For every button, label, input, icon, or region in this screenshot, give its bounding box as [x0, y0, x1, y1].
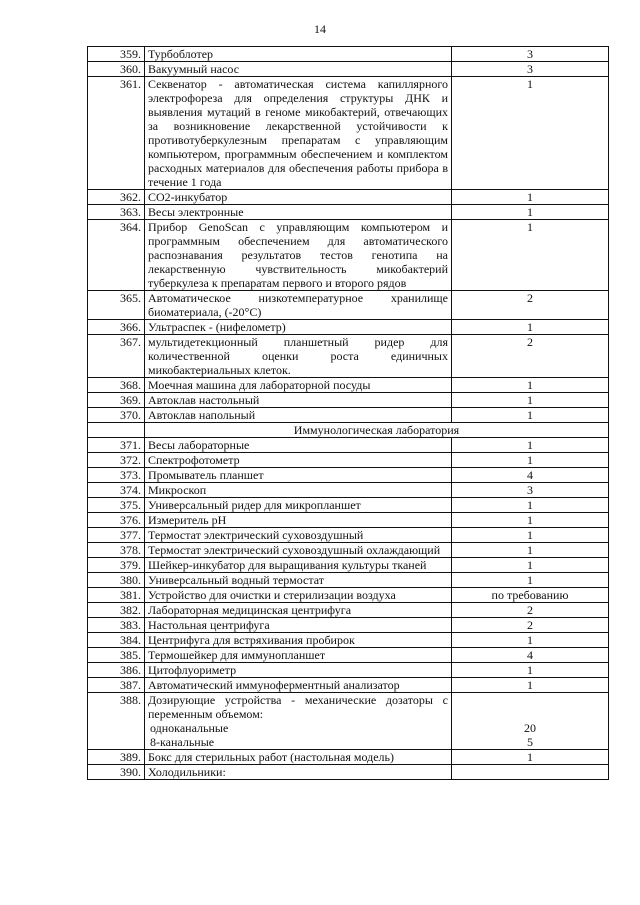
table-row	[88, 603, 609, 618]
item-quantity: 1	[452, 205, 609, 220]
row-number: 366.	[88, 320, 145, 335]
table-row	[88, 678, 609, 693]
dosing-block	[88, 693, 609, 750]
row-number: 377.	[88, 528, 145, 543]
row-number: 363.	[88, 205, 145, 220]
table-row	[88, 220, 609, 291]
table-row	[88, 765, 609, 780]
item-subtype-multi: 8-канальные	[150, 735, 215, 749]
table-body-end	[88, 750, 609, 780]
item-name	[145, 693, 452, 750]
item-quantity: 2	[452, 291, 609, 320]
table-row	[88, 498, 609, 513]
item-quantity: 1	[452, 543, 609, 558]
item-name: Турбоблотер	[145, 47, 452, 62]
table-row	[88, 693, 609, 750]
table-row	[88, 378, 609, 393]
item-name: Ультраспек - (нифелометр)	[145, 320, 452, 335]
item-quantity: 3	[452, 47, 609, 62]
row-number: 374.	[88, 483, 145, 498]
table-row	[88, 483, 609, 498]
item-name: Центрифуга для встряхивания пробирок	[145, 633, 452, 648]
item-name: Настольная центрифуга	[145, 618, 452, 633]
table-row	[88, 291, 609, 320]
page-number: 14	[314, 22, 326, 36]
row-number: 380.	[88, 573, 145, 588]
item-name: Микроскоп	[145, 483, 452, 498]
section-block	[88, 423, 609, 438]
item-quantity: 2	[452, 618, 609, 633]
quantity-single: 20	[524, 721, 536, 735]
row-number: 390.	[88, 765, 145, 780]
row-number: 388.	[88, 693, 145, 750]
row-number: 369.	[88, 393, 145, 408]
item-quantity: 1	[452, 573, 609, 588]
item-name: Термошейкер для иммунопланшет	[145, 648, 452, 663]
table-row	[88, 543, 609, 558]
item-name: Термостат электрический суховоздушный охлаждающий	[145, 543, 452, 558]
item-name: Промыватель планшет	[145, 468, 452, 483]
table-body-lower	[88, 438, 609, 693]
item-name: Весы электронные	[145, 205, 452, 220]
item-name: Цитофлуориметр	[145, 663, 452, 678]
item-name: Универсальный водный термостат	[145, 573, 452, 588]
item-quantity: 2	[452, 603, 609, 618]
row-number: 359.	[88, 47, 145, 62]
table-row	[88, 453, 609, 468]
row-number: 383.	[88, 618, 145, 633]
item-quantity: 1	[452, 528, 609, 543]
table-row	[88, 77, 609, 190]
item-name: Вакуумный насос	[145, 62, 452, 77]
row-number: 361.	[88, 77, 145, 190]
table-row	[88, 438, 609, 453]
row-number: 384.	[88, 633, 145, 648]
row-number: 385.	[88, 648, 145, 663]
row-number: 373.	[88, 468, 145, 483]
row-number: 372.	[88, 453, 145, 468]
item-quantity: 1	[452, 320, 609, 335]
table-row	[88, 408, 609, 423]
section-heading: Иммунологическая лаборатория	[145, 423, 609, 438]
item-name: Прибор GenoScan с управляющим компьютером и программным обеспечением для автоматического распознавания результатов тестов генотипа на лекарственную чувствительность микобактерий туберкулеза к препаратам первого и второго рядов	[145, 220, 452, 291]
table-row	[88, 663, 609, 678]
table-row	[88, 335, 609, 378]
row-number: 378.	[88, 543, 145, 558]
item-quantity: 3	[452, 62, 609, 77]
row-number: 360.	[88, 62, 145, 77]
row-number: 389.	[88, 750, 145, 765]
item-name: Устройство для очистки и стерилизации воздуха	[145, 588, 452, 603]
item-quantity: 1	[452, 498, 609, 513]
table-row	[88, 47, 609, 62]
table-row	[88, 62, 609, 77]
row-number: 365.	[88, 291, 145, 320]
table-row	[88, 750, 609, 765]
item-name: Бокс для стерильных работ (настольная модель)	[145, 750, 452, 765]
table-row	[88, 528, 609, 543]
section-row	[88, 423, 609, 438]
row-number: 371.	[88, 438, 145, 453]
item-name: Автоматическое низкотемпературное хранилище биоматериала, (-20°С)	[145, 291, 452, 320]
item-name: Холодильники:	[145, 765, 452, 780]
item-name: Автоклав напольный	[145, 408, 452, 423]
row-number: 362.	[88, 190, 145, 205]
table-row	[88, 468, 609, 483]
row-number: 376.	[88, 513, 145, 528]
item-subtype-single: одноканальные	[150, 721, 229, 735]
item-quantity: 1	[452, 438, 609, 453]
item-quantity: 1	[452, 678, 609, 693]
item-name: Моечная машина для лабораторной посуды	[145, 378, 452, 393]
table-row	[88, 320, 609, 335]
item-name-main: Дозирующие устройства - механические дозаторы с переменным объемом:	[148, 693, 448, 721]
table-row	[88, 588, 609, 603]
table-body-upper	[88, 47, 609, 423]
item-quantity: 4	[452, 648, 609, 663]
item-quantity: 2	[452, 335, 609, 378]
item-quantity: 1	[452, 190, 609, 205]
row-number: 379.	[88, 558, 145, 573]
row-number: 375.	[88, 498, 145, 513]
item-quantity: 1	[452, 663, 609, 678]
item-name: Шейкер-инкубатор для выращивания культуры тканей	[145, 558, 452, 573]
table-row	[88, 393, 609, 408]
item-quantity: 1	[452, 220, 609, 291]
table-row	[88, 190, 609, 205]
row-number: 387.	[88, 678, 145, 693]
table-row	[88, 573, 609, 588]
row-number: 364.	[88, 220, 145, 291]
equipment-table	[87, 46, 609, 780]
item-quantity: 1	[452, 77, 609, 190]
item-name: Автоклав настольный	[145, 393, 452, 408]
row-number: 386.	[88, 663, 145, 678]
row-number: 382.	[88, 603, 145, 618]
item-quantity: 3	[452, 483, 609, 498]
item-name: Весы лабораторные	[145, 438, 452, 453]
table-row	[88, 648, 609, 663]
item-quantity: 1	[452, 633, 609, 648]
row-number: 368.	[88, 378, 145, 393]
table-row	[88, 633, 609, 648]
item-quantity: 1	[452, 393, 609, 408]
item-quantity: 1	[452, 378, 609, 393]
item-name: Универсальный ридер для микропланшет	[145, 498, 452, 513]
item-quantity: 1	[452, 453, 609, 468]
item-name: СО2-инкубатор	[145, 190, 452, 205]
item-quantity: 1	[452, 408, 609, 423]
row-number: 381.	[88, 588, 145, 603]
item-quantity	[452, 693, 609, 750]
item-name: Лабораторная медицинская центрифуга	[145, 603, 452, 618]
item-name: мультидетекционный планшетный ридер для количественной оценки роста единичных микобактериальных клеток.	[145, 335, 452, 378]
table-row	[88, 513, 609, 528]
item-name: Автоматический иммуноферментный анализатор	[145, 678, 452, 693]
table-row	[88, 618, 609, 633]
item-name: Секвенатор - автоматическая система капиллярного электрофореза для определения структуры ДНК и выявления мутаций в геноме микобактерий, отвечающих за возникновение лекарственной устойчивости к противотуберкулезным препаратам с управляющим компьютером, программным обеспечением и комплектом расходных материалов для обеспечения работы прибора в течение 1 года	[145, 77, 452, 190]
table-row	[88, 205, 609, 220]
item-quantity	[452, 765, 609, 780]
item-name: Термостат электрический суховоздушный	[145, 528, 452, 543]
item-name: Измеритель рН	[145, 513, 452, 528]
item-quantity: 1	[452, 750, 609, 765]
table-row	[88, 558, 609, 573]
row-number: 370.	[88, 408, 145, 423]
row-number: 367.	[88, 335, 145, 378]
quantity-multi: 5	[527, 735, 533, 749]
item-quantity: 1	[452, 558, 609, 573]
item-quantity: по требованию	[452, 588, 609, 603]
item-quantity: 1	[452, 513, 609, 528]
item-quantity: 4	[452, 468, 609, 483]
item-name: Спектрофотометр	[145, 453, 452, 468]
